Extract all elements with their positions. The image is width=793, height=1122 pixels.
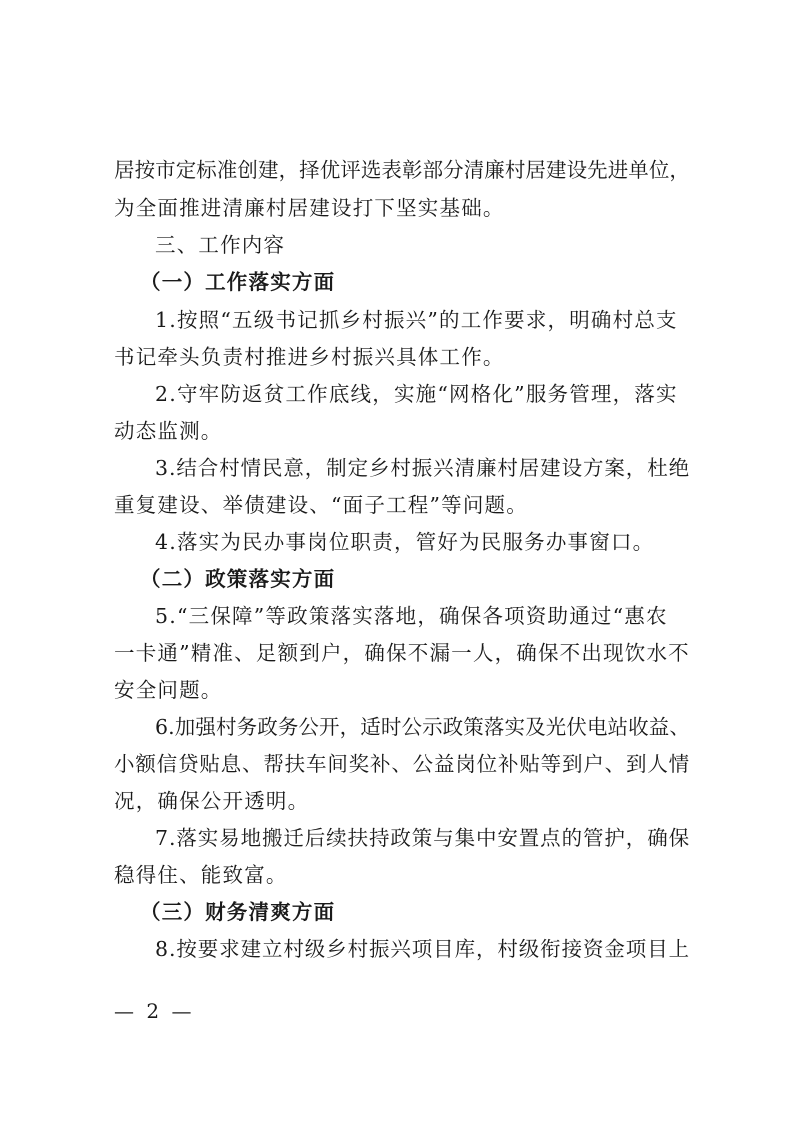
paragraph-line: 7.落实易地搬迁后续扶持政策与集中安置点的管护，确保 — [155, 826, 690, 850]
page-number: — 2 — — [114, 999, 195, 1023]
paragraph-line: 况，确保公开透明。 — [114, 789, 310, 813]
subsection-heading: （三）财务清爽方面 — [140, 900, 336, 924]
paragraph-line: 动态监测。 — [114, 419, 223, 443]
paragraph-line: 4.落实为民办事岗位职责，管好为民服务办事窗口。 — [155, 530, 655, 554]
paragraph-line: 8.按要求建立村级乡村振兴项目库，村级衔接资金项目上 — [155, 937, 690, 961]
paragraph-line: 一卡通”精准、足额到户，确保不漏一人，确保不出现饮水不 — [114, 641, 690, 665]
section-heading: 三、工作内容 — [155, 233, 286, 257]
subsection-heading: （二）政策落实方面 — [140, 567, 336, 591]
paragraph-line: 书记牵头负责村推进乡村振兴具体工作。 — [114, 345, 505, 369]
paragraph-line: 为全面推进清廉村居建设打下坚实基础。 — [114, 196, 505, 220]
paragraph-line: 小额信贷贴息、帮扶车间奖补、公益岗位补贴等到户、到人情 — [114, 752, 690, 776]
paragraph-line: 稳得住、能致富。 — [114, 863, 288, 887]
paragraph-line: 居按市定标准创建，择优评选表彰部分清廉村居建设先进单位， — [114, 158, 690, 182]
paragraph-line: 安全问题。 — [114, 678, 223, 702]
paragraph-line: 1.按照“五级书记抓乡村振兴”的工作要求，明确村总支 — [155, 308, 678, 332]
subsection-heading: （一）工作落实方面 — [140, 270, 336, 294]
paragraph-line: 重复建设、举债建设、“面子工程”等问题。 — [114, 493, 528, 517]
paragraph-line: 3.结合村情民意，制定乡村振兴清廉村居建设方案，杜绝 — [155, 456, 690, 480]
paragraph-line: 2.守牢防返贫工作底线，实施“网格化”服务管理，落实 — [155, 382, 678, 406]
paragraph-line: 6.加强村务政务公开，适时公示政策落实及光伏电站收益、 — [155, 715, 690, 739]
paragraph-line: 5.“三保障”等政策落实落地，确保各项资助通过“惠农 — [155, 604, 668, 628]
